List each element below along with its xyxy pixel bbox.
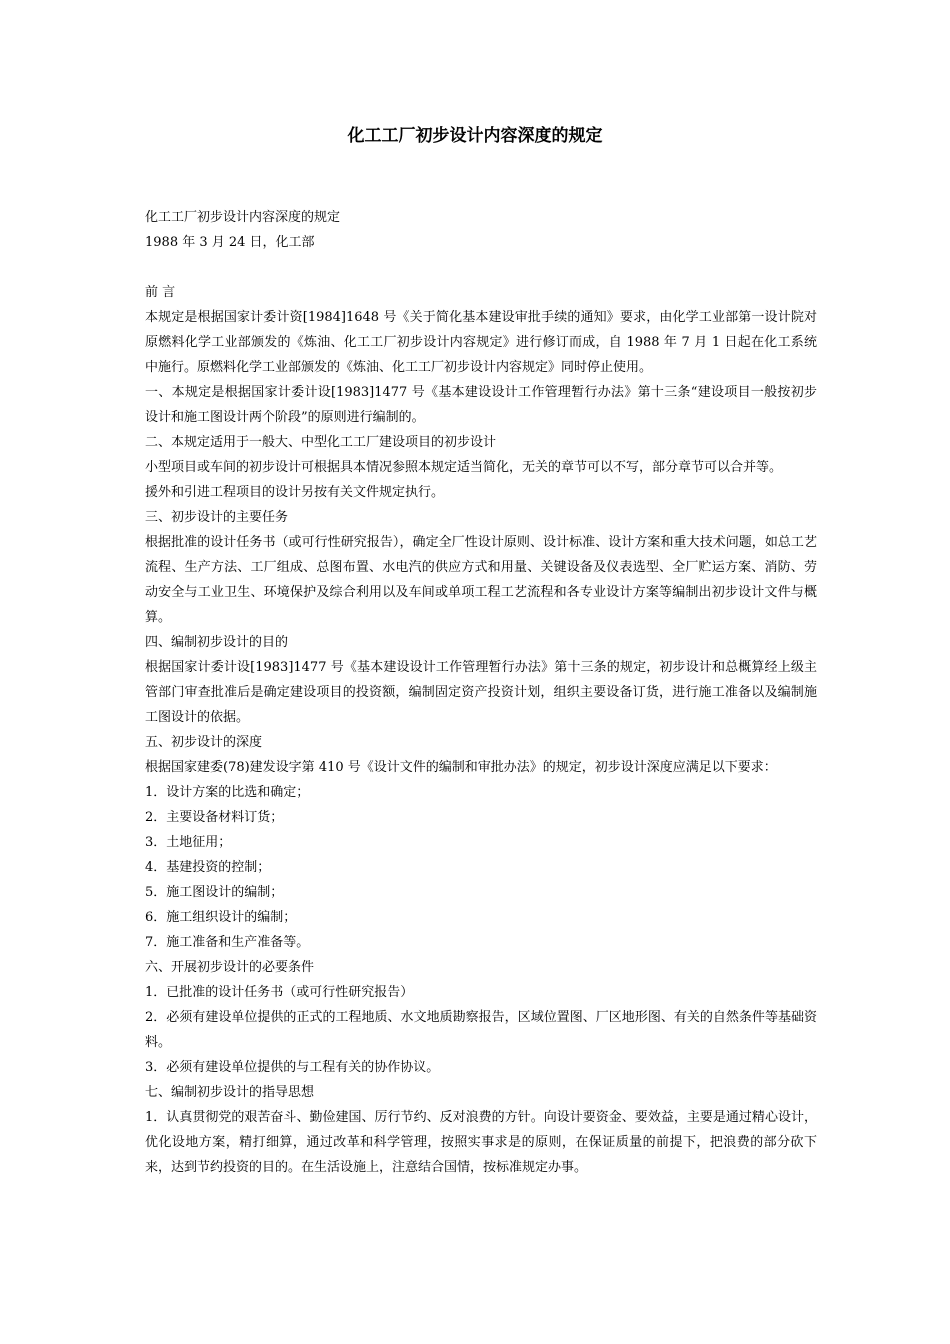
section-heading: 三、初步设计的主要任务 — [145, 510, 289, 525]
list-item: 6．施工组织设计的编制； — [145, 910, 297, 925]
paragraph: 根据批准的设计任务书（或可行性研究报告），确定全厂性设计原则、设计标准、设计方案和重大技术问题，如总工艺流程、生产方法、工厂组成、总图布置、水电汽的供应方式和用量、关键设备及仪表选型、全厂贮运方案、消防、劳动安全与工业卫生、环境保护及综合利用以及车间或单项工程工艺流程和各专业设计方案等编制出初步设计文件与概算。 — [145, 535, 817, 625]
list-item: 1．设计方案的比选和确定； — [145, 785, 310, 800]
paragraph: 一、本规定是根据国家计委计设[1983]1477 号《基本建设设计工作管理暂行办法》第十三条“建设项目一般按初步设计和施工图设计两个阶段”的原则进行编制的。 — [145, 385, 817, 425]
blank-line — [145, 255, 817, 280]
list-item: 5．施工图设计的编制； — [145, 885, 284, 900]
section-heading: 七、编制初步设计的指导思想 — [145, 1085, 315, 1100]
document-date-issuer: 1988 年 3 月 24 日，化工部 — [145, 235, 315, 250]
section-heading: 二、本规定适用于一般大、中型化工工厂建设项目的初步设计 — [145, 435, 497, 450]
list-item: 2．必须有建设单位提供的正式的工程地质、水文地质勘察报告，区域位置图、厂区地形图、有关的自然条件等基础资料。 — [145, 1010, 817, 1050]
list-item: 3．必须有建设单位提供的与工程有关的协作协议。 — [145, 1060, 440, 1075]
paragraph: 根据国家建委(78)建发设字第 410 号《设计文件的编制和审批办法》的规定，初步设计深度应满足以下要求： — [145, 760, 777, 775]
section-heading: 五、初步设计的深度 — [145, 735, 263, 750]
document-body — [145, 205, 817, 1180]
paragraph: 援外和引进工程项目的设计另按有关文件规定执行。 — [145, 485, 445, 500]
section-heading: 四、编制初步设计的目的 — [145, 635, 289, 650]
section-heading: 六、开展初步设计的必要条件 — [145, 960, 315, 975]
list-item: 7．施工准备和生产准备等。 — [145, 935, 310, 950]
paragraph: 根据国家计委计设[1983]1477 号《基本建设设计工作管理暂行办法》第十三条的规定，初步设计和总概算经上级主管部门审查批准后是确定建设项目的投资额，编制固定资产投资计划，组织主要设备订货，进行施工准备以及编制施工图设计的依据。 — [145, 660, 817, 725]
preface-heading: 前 言 — [145, 285, 176, 300]
paragraph: 本规定是根据国家计委计资[1984]1648 号《关于简化基本建设审批手续的通知》要求，由化学工业部第一设计院对原燃料化学工业部颁发的《炼油、化工工厂初步设计内容规定》进行修订而成，自 1988 年 7 月 1 日起在化工系统中施行。原燃料化学工业部颁发的《炼油、化工工厂初步设计内容规定》同时停止使用。 — [145, 310, 817, 375]
document-subtitle: 化工工厂初步设计内容深度的规定 — [145, 210, 341, 225]
list-item: 4．基建投资的控制； — [145, 860, 271, 875]
list-item: 1．认真贯彻党的艰苦奋斗、勤俭建国、厉行节约、反对浪费的方针。向设计要资金、要效益，主要是通过精心设计，优化设地方案，精打细算，通过改革和科学管理，按照实事求是的原则，在保证质量的前提下，把浪费的部分砍下来，达到节约投资的目的。在生活设施上，注意结合国情，按标准规定办事。 — [145, 1110, 817, 1175]
list-item: 3．土地征用； — [145, 835, 232, 850]
document-title: 化工工厂初步设计内容深度的规定 — [347, 126, 603, 146]
list-item: 2．主要设备材料订货； — [145, 810, 284, 825]
paragraph: 小型项目或车间的初步设计可根据具本情况参照本规定适当简化，无关的章节可以不写，部分章节可以合并等。 — [145, 460, 783, 475]
list-item: 1．已批准的设计任务书（或可行性研究报告） — [145, 985, 414, 1000]
